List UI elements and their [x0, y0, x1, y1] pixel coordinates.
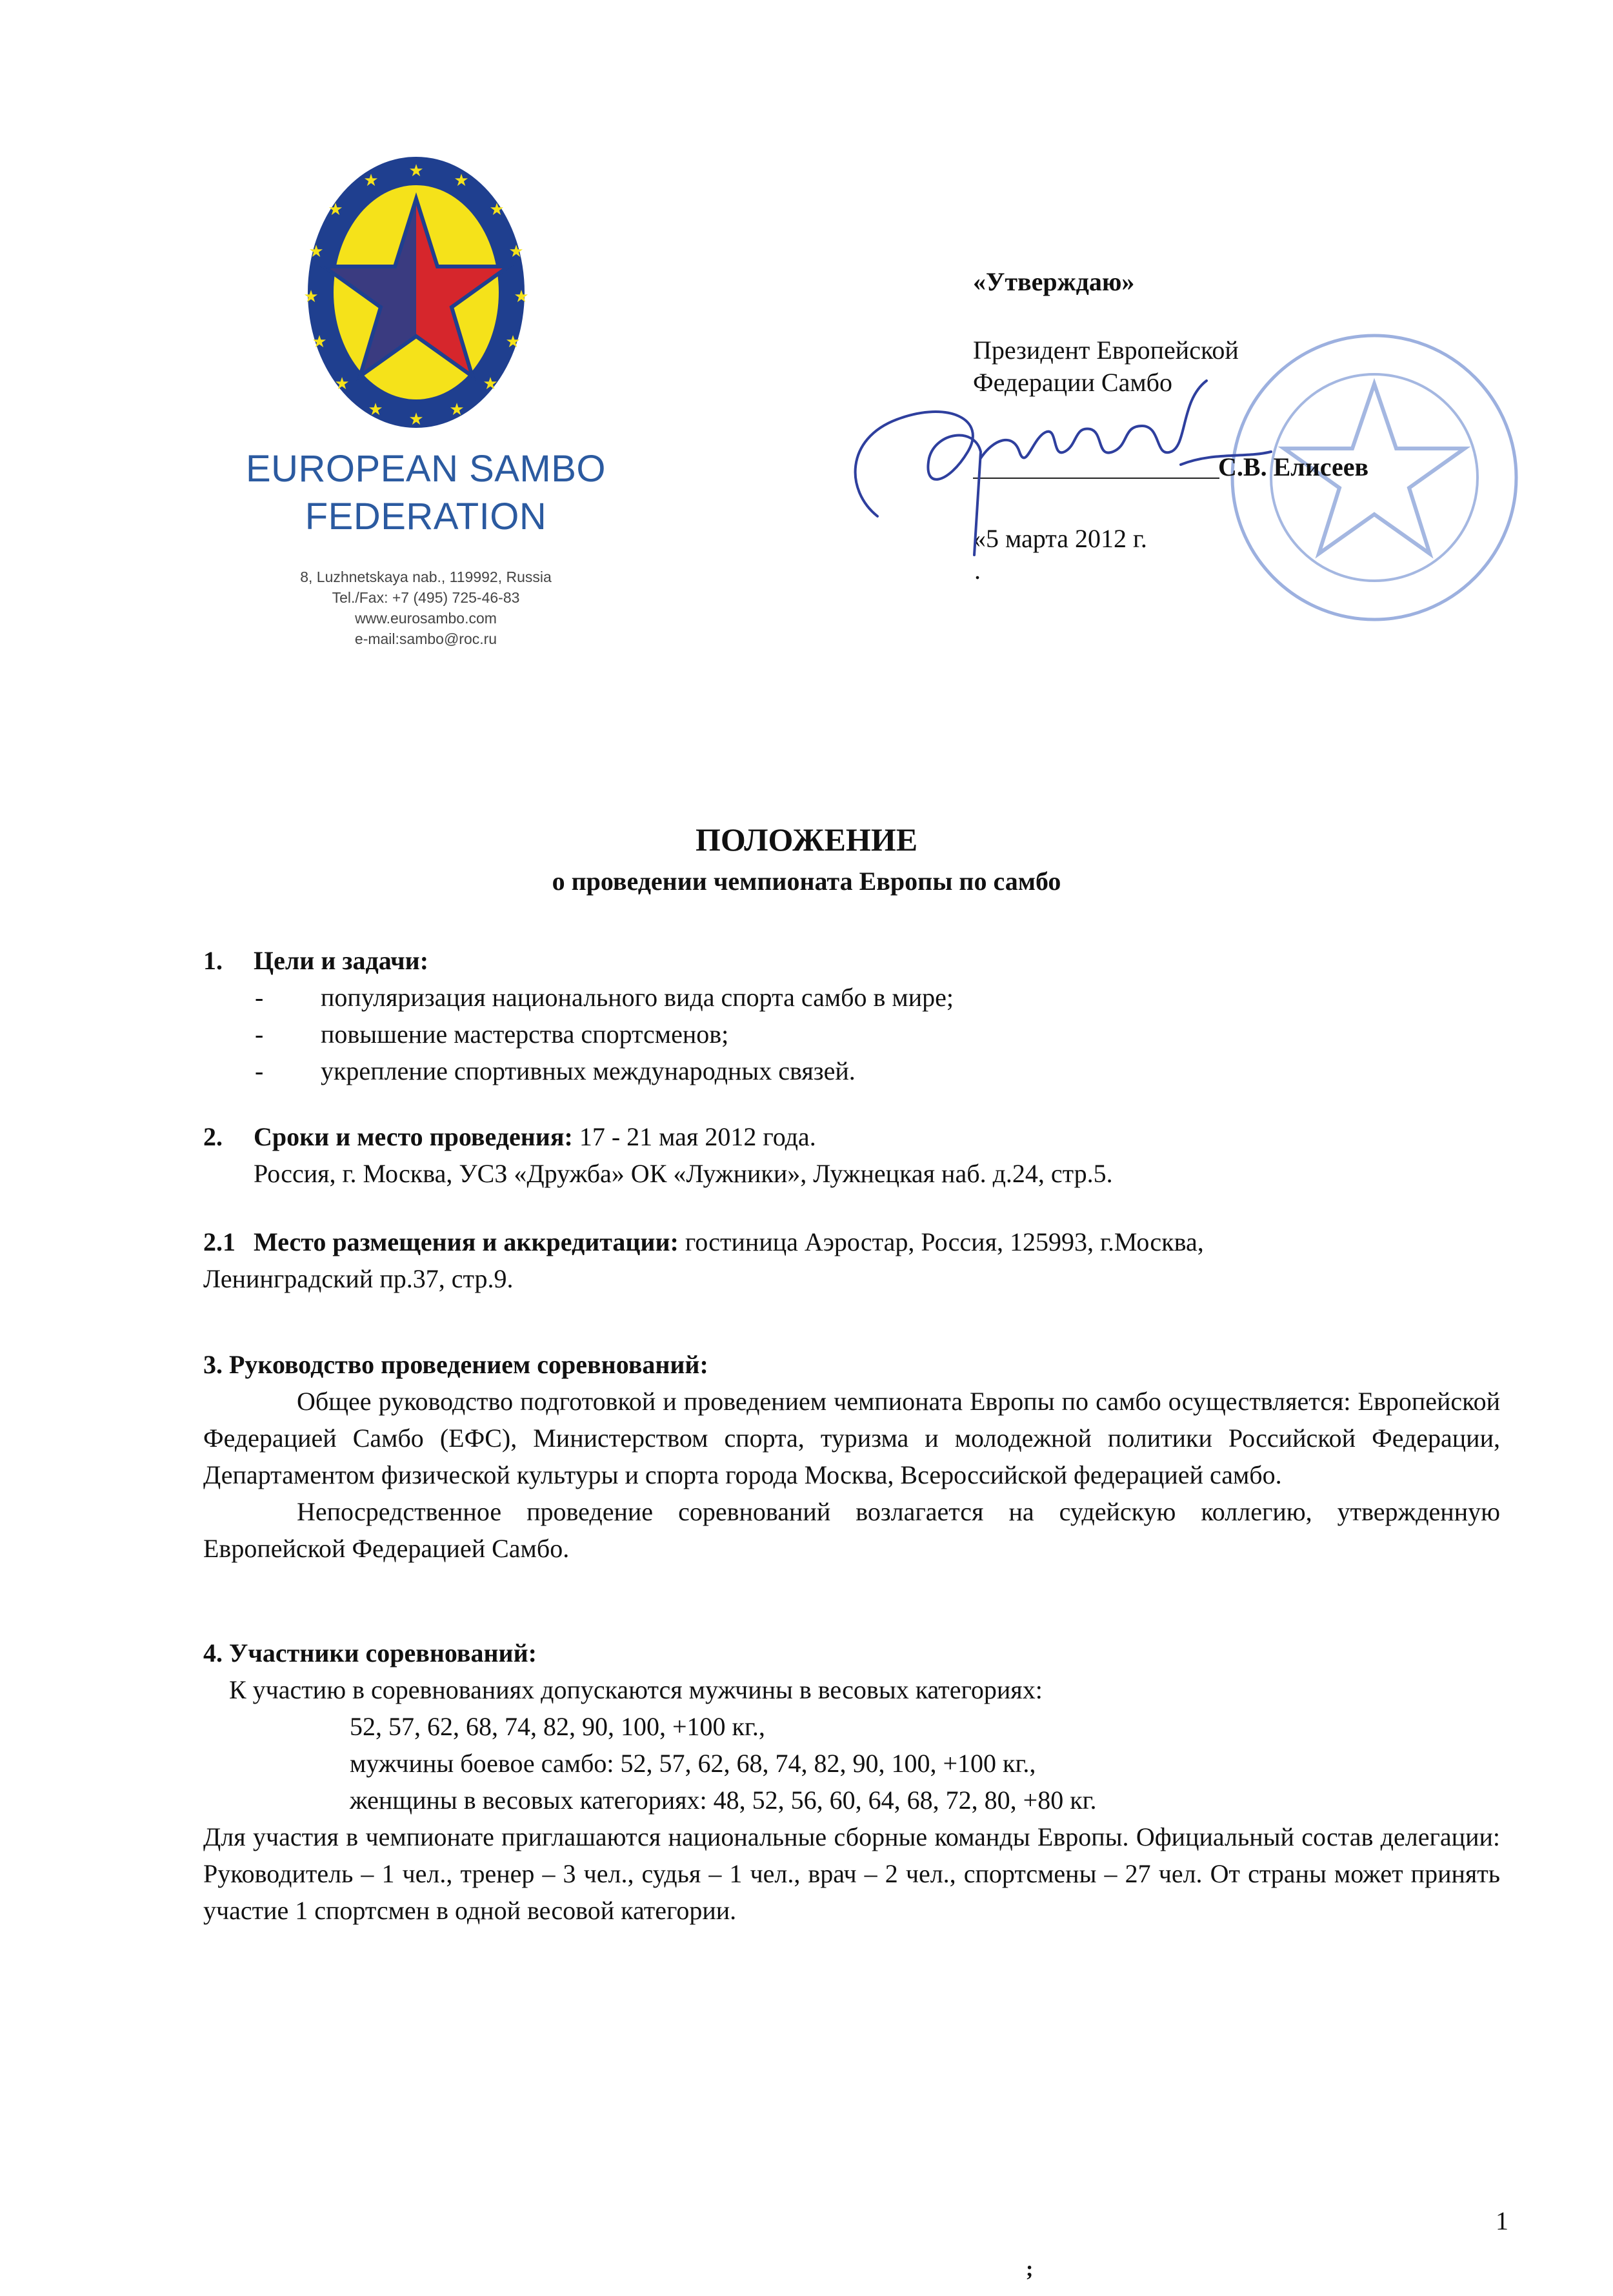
accommodation-text-line2: Ленинградский пр.37, стр.9. [203, 1264, 514, 1293]
phone: Tel./Fax: +7 (495) 725-46-83 [332, 589, 520, 606]
dash-bullet: - [255, 1020, 264, 1049]
website: www.eurosambo.com [355, 610, 497, 627]
section-heading: 3. Руководство проведением соревнований: [203, 1350, 708, 1379]
svg-text:★: ★ [308, 242, 324, 261]
dash-bullet: - [255, 1056, 264, 1085]
participants-paragraph: Для участия в чемпионате приглашаются национальные сборные команды Европы. Официальный состав делегации: Руководитель – 1 чел., тренер – 3 чел., судья – 1 чел., врач – 2 чел., спортсмены – 27 чел. От страны может принять участие 1 спортсмен в одной весовой категории. [203, 1822, 1500, 1925]
women-weight-categories: женщины в весовых категориях: 48, 52, 56, 60, 64, 68, 72, 80, +80 кг. [350, 1786, 1097, 1815]
list-item [203, 979, 1500, 1016]
section-management [203, 1346, 1500, 1567]
combat-sambo-weight-categories: мужчины боевое самбо: 52, 57, 62, 68, 74, 82, 90, 100, +100 кг., [350, 1749, 1036, 1778]
approval-position-line1: Президент Европейской [973, 336, 1239, 365]
svg-text:★: ★ [449, 400, 465, 419]
section-dates-heading [203, 1118, 1500, 1155]
event-place: Россия, г. Москва, УСЗ «Дружба» ОК «Лужники», Лужнецкая наб. д.24, стр.5. [254, 1159, 1113, 1188]
svg-text:★: ★ [312, 332, 327, 352]
svg-text:★: ★ [505, 332, 521, 352]
list-item [203, 1016, 1500, 1052]
approval-date: «5 марта 2012 г. [973, 524, 1147, 553]
handwritten-signature [819, 361, 1284, 574]
section-heading: 4. Участники соревнований: [203, 1638, 537, 1667]
section-goals-heading [203, 942, 1500, 979]
organization-name [194, 445, 658, 541]
section-participants [203, 1635, 1500, 1929]
accommodation-text: гостиница Аэростар, Россия, 125993, г.Москва, [678, 1227, 1204, 1256]
approval-signatory: С.В. Елисеев [1218, 452, 1369, 481]
event-dates: 17 - 21 мая 2012 года. [572, 1122, 816, 1151]
section-number: 2. [203, 1122, 223, 1151]
list-item-text: укрепление спортивных международных связей. [321, 1056, 856, 1085]
section-heading: Цели и задачи: [254, 946, 429, 975]
organization-contacts [213, 567, 639, 649]
document-subtitle: о проведении чемпионата Европы по самбо [552, 867, 1061, 896]
section-accommodation-line1 [203, 1224, 1500, 1260]
federation-emblem-logo [303, 154, 529, 431]
organization-name-line1: EUROPEAN SAMBO [245, 448, 606, 490]
participants-intro: К участию в соревнованиях допускаются мужчины в весовых категориях: [229, 1675, 1043, 1704]
approval-position-line2: Федерации Самбо [973, 368, 1173, 397]
section-number: 2.1 [203, 1227, 235, 1256]
page-number: 1 [1496, 2206, 1508, 2235]
document-title: ПОЛОЖЕНИЕ [695, 821, 918, 858]
svg-text:★: ★ [454, 171, 469, 190]
section-number: 1. [203, 946, 223, 975]
svg-text:★: ★ [328, 200, 343, 219]
svg-text:★: ★ [408, 410, 424, 429]
approval-dot: . [974, 556, 981, 585]
stray-mark: ; [1026, 2257, 1034, 2281]
svg-text:★: ★ [303, 287, 319, 307]
list-item [203, 1052, 1500, 1089]
list-item-text: популяризация национального вида спорта самбо в мире; [321, 983, 954, 1012]
svg-text:★: ★ [508, 242, 524, 261]
svg-text:★: ★ [514, 287, 529, 307]
svg-text:★: ★ [408, 161, 424, 181]
list-item-text: повышение мастерства спортсменов; [321, 1020, 729, 1049]
section-heading: Сроки и место проведения: [254, 1122, 573, 1151]
management-paragraph-1: Общее руководство подготовкой и проведением чемпионата Европы по самбо осуществляется: Европейской Федерацией Самбо (ЕФС), Министерством спорта, туризма и молодежной политики Российской Федерации, Департаментом физической культуры и спорта города Москва, Всероссийской федерацией самбо. [203, 1387, 1500, 1489]
email: e-mail:sambo@roc.ru [354, 630, 497, 647]
approval-heading: «Утверждаю» [973, 267, 1135, 296]
svg-text:★: ★ [334, 374, 350, 394]
svg-text:★: ★ [483, 374, 498, 394]
section-dates [203, 1118, 1500, 1192]
section-accommodation [203, 1224, 1500, 1297]
dash-bullet: - [255, 983, 264, 1012]
management-paragraph-2: Непосредственное проведение соревнований возлагается на судейскую коллегию, утвержденную Европейской Федерацией Самбо. [203, 1497, 1500, 1563]
organization-name-line2: FEDERATION [305, 496, 547, 538]
men-weight-categories: 52, 57, 62, 68, 74, 82, 90, 100, +100 кг., [350, 1712, 765, 1741]
svg-text:★: ★ [368, 400, 383, 419]
section-goals [203, 942, 1500, 1089]
section-heading: Место размещения и аккредитации: [254, 1227, 679, 1256]
address: 8, Luzhnetskaya nab., 119992, Russia [300, 569, 552, 585]
svg-text:★: ★ [489, 200, 505, 219]
svg-text:★: ★ [363, 171, 379, 190]
